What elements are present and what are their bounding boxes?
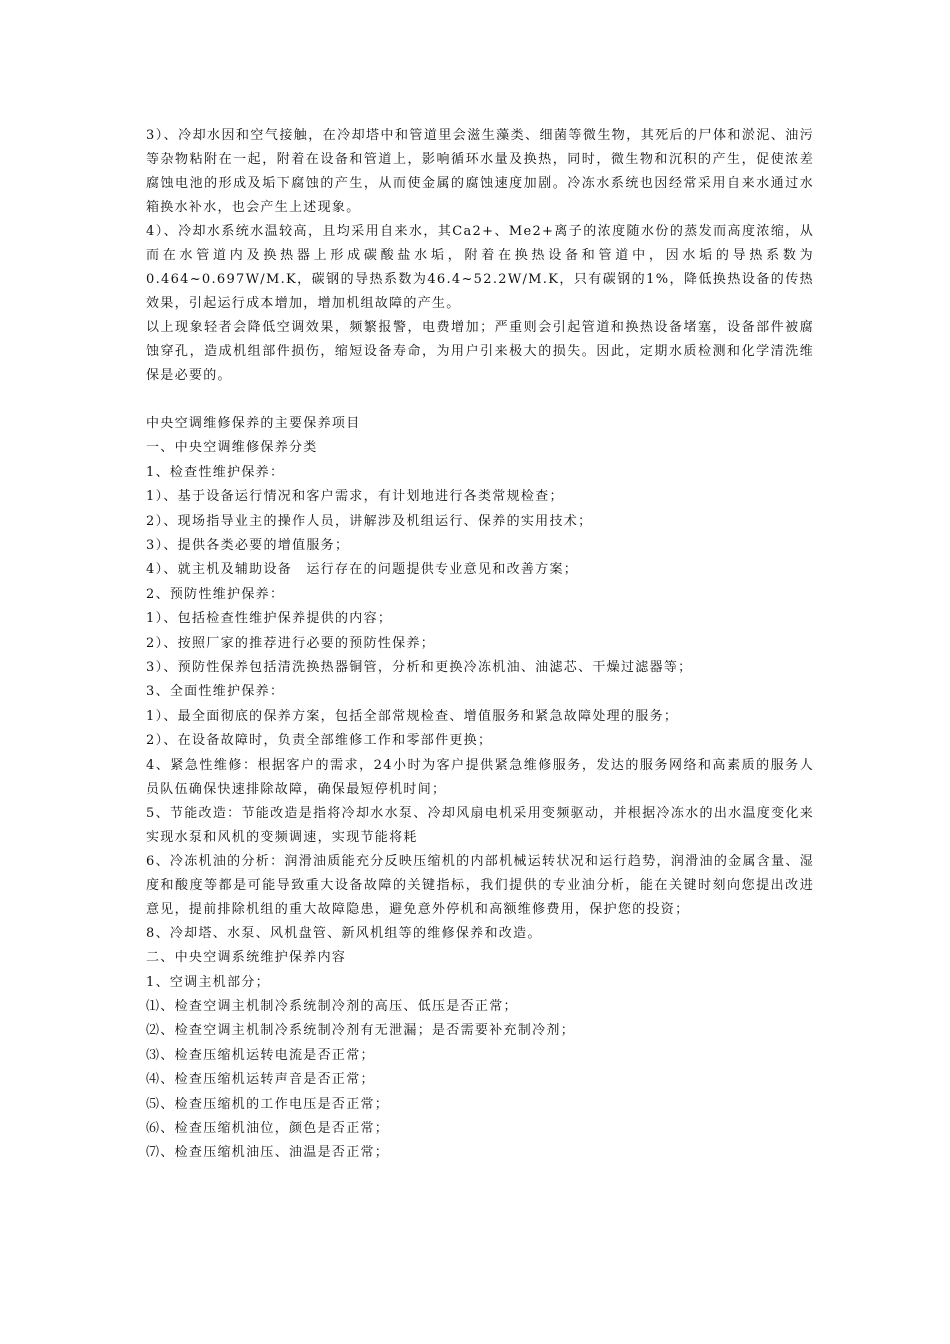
heading-maintenance-categories: 一、中央空调维修保养分类 bbox=[146, 440, 318, 456]
list-item: 3）、提供各类必要的增值服务； bbox=[146, 538, 350, 554]
list-item: 4）、就主机及辅助设备 运行存在的问题提供专业意见和改善方案； bbox=[146, 562, 579, 578]
list-item: 1）、基于设备运行情况和客户需求，有计划地进行各类常规检查； bbox=[146, 489, 564, 505]
heading-maintenance-content: 二、中央空调系统维护保养内容 bbox=[146, 950, 347, 966]
list-item: 2、预防性维护保养： bbox=[146, 586, 285, 602]
list-item: 2）、现场指导业主的操作人员，讲解涉及机组运行、保养的实用技术； bbox=[146, 513, 593, 529]
list-item: ⑺、检查压缩机油压、油温是否正常； bbox=[146, 1145, 390, 1161]
list-item: 3）、预防性保养包括清洗换热器铜管，分析和更换冷冻机油、油滤芯、干燥过滤器等； bbox=[146, 660, 693, 676]
paragraph-gap bbox=[146, 388, 814, 412]
paragraph-cooling-water-scale: 4）、冷却水系统水温较高，且均采用自来水，其Ca2+、Me2+离子的浓度随水份的蒸发而高度浓缩，从而在水管道内及换热器上形成碳酸盐水垢，附着在换热设备和管道中，因水垢的导热系数为0.464~0.697W/M.K，碳钢的导热系数为46.4~52.2W/M.K，只有碳钢的1%，降低换热设备的传热效果，引起运行成本增加，增加机组故障的产生。 bbox=[146, 224, 814, 311]
paragraph-emergency-repair: 4、紧急性维修：根据客户的需求，24小时为客户提供紧急维修服务，发达的服务网络和高素质的服务人员队伍确保快速排除故障，确保最短停机时间； bbox=[146, 757, 814, 797]
list-item: ⑸、检查压缩机的工作电压是否正常； bbox=[146, 1096, 390, 1112]
section-title: 中央空调维修保养的主要保养项目 bbox=[146, 416, 361, 431]
document-page bbox=[146, 124, 814, 1166]
list-item: 1）、包括检查性维护保养提供的内容； bbox=[146, 611, 393, 627]
list-item: 2）、按照厂家的推荐进行必要的预防性保养； bbox=[146, 635, 436, 651]
list-item: 1、空调主机部分； bbox=[146, 974, 270, 990]
list-item: ⑵、检查空调主机制冷系统制冷剂有无泄漏；是否需要补充制冷剂； bbox=[146, 1023, 576, 1039]
list-item: ⑹、检查压缩机油位，颜色是否正常； bbox=[146, 1120, 390, 1136]
list-item: 1、检查性维护保养： bbox=[146, 464, 285, 480]
list-item: 8、冷却塔、水泵、风机盘管、新风机组等的维修保养和改造。 bbox=[146, 925, 542, 941]
list-item: ⑷、检查压缩机运转声音是否正常； bbox=[146, 1072, 375, 1088]
paragraph-cooling-water-microbes: 3）、冷却水因和空气接触，在冷却塔中和管道里会滋生藻类、细菌等微生物，其死后的尸体和淤泥、油污等杂物粘附在一起，附着在设备和管道上，影响循环水量及换热，同时，微生物和沉积的产生，促使浓差腐蚀电池的形成及垢下腐蚀的产生，从而使金属的腐蚀速度加剧。冷冻水系统也因经常采用自来水通过水箱换水补水，也会产生上述现象。 bbox=[146, 128, 814, 215]
list-item: ⑴、检查空调主机制冷系统制冷剂的高压、低压是否正常； bbox=[146, 998, 518, 1014]
list-item: 2）、在设备故障时，负责全部维修工作和零部件更换； bbox=[146, 733, 493, 749]
paragraph-oil-analysis: 6、冷冻机油的分析：润滑油质能充分反映压缩机的内部机械运转状况和运行趋势，润滑油的金属含量、湿度和酸度等都是可能导致重大设备故障的关键指标，我们提供的专业油分析，能在关键时刻向您提出改进意见，提前排除机组的重大故障隐患，避免意外停机和高额维修费用，保护您的投资； bbox=[146, 853, 814, 917]
list-item: ⑶、检查压缩机运转电流是否正常； bbox=[146, 1047, 375, 1063]
list-item: 1）、最全面彻底的保养方案，包括全部常规检查、增值服务和紧急故障处理的服务； bbox=[146, 708, 679, 724]
paragraph-energy-saving: 5、节能改造：节能改造是指将冷却水水泵、冷却风扇电机采用变频驱动，并根据冷冻水的出水温度变化来实现水泵和风机的变频调速，实现节能将耗 bbox=[146, 805, 814, 845]
paragraph-consequences: 以上现象轻者会降低空调效果，频繁报警，电费增加；严重则会引起管道和换热设备堵塞，设备部件被腐蚀穿孔，造成机组部件损伤，缩短设备寿命，为用户引来极大的损失。因此，定期水质检测和化学清洗维保是必要的。 bbox=[146, 320, 814, 383]
list-item: 3、全面性维护保养： bbox=[146, 684, 285, 700]
